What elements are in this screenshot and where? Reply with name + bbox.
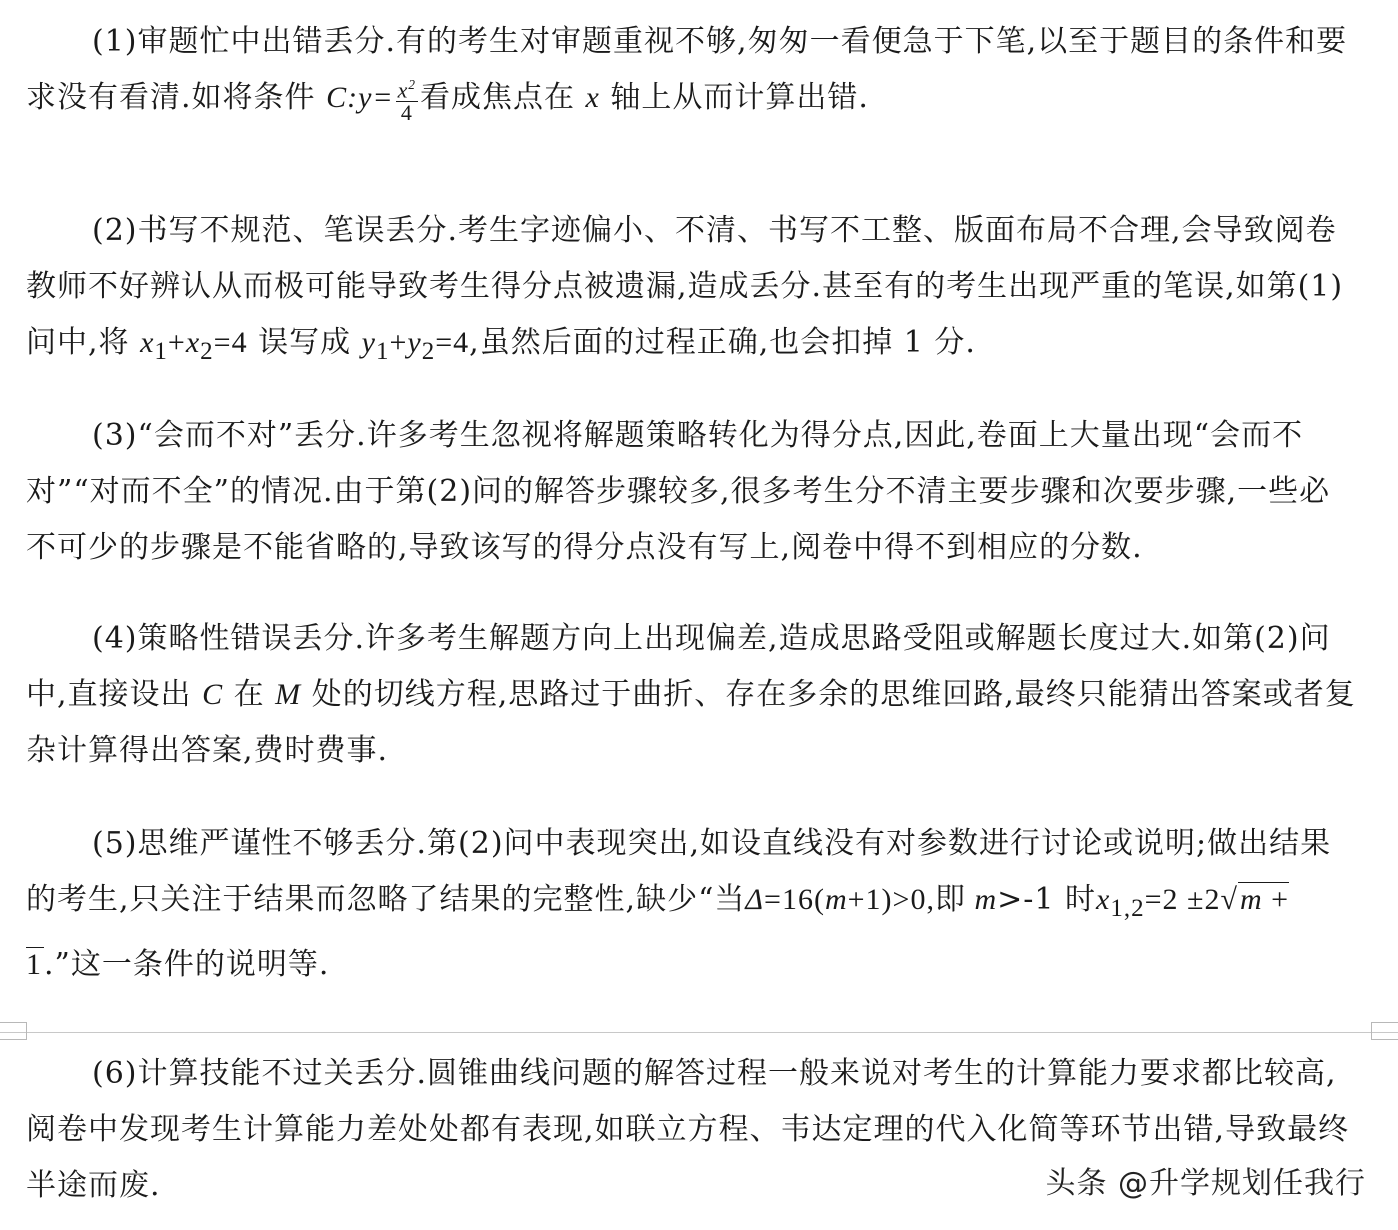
sub-2: 2 — [200, 338, 214, 365]
subscript-1-2: 1,2 — [1110, 895, 1145, 922]
delta-symbol: Δ — [745, 883, 765, 916]
paragraph-1 — [26, 14, 1356, 126]
fraction-denominator: 4 — [400, 100, 413, 126]
expr-x1-plus-x2 — [140, 326, 248, 365]
paragraph-5-text-b: =16( — [764, 883, 825, 916]
eq-2: =4 — [435, 326, 470, 359]
var-y1: y — [361, 326, 376, 359]
paragraph-2-text-b: 误写成 — [247, 325, 362, 360]
paragraph-6: (6)计算技能不过关丢分.圆锥曲线问题的解答过程一般来说对考生的计算能力要求都比较高,阅卷中发现考生计算能力差处处都有表现,如联立方程、韦达定理的代入化简等环节出错,导致最终半途而废. — [26, 1056, 1350, 1203]
paragraph-4-text-a: (4)策略性错误丢分.许多考生解题方向上出现偏差,造成思路受阻或解题长度过大.如第(2)问中,直接设出 — [26, 621, 1331, 712]
paragraph-5-text-c: +1)>0,即 — [847, 883, 975, 916]
radicand-m: m — [1239, 883, 1263, 916]
variable-m-2: m — [974, 883, 998, 916]
page-corner-right — [1371, 1022, 1398, 1040]
paragraph-2-text-c: ,虽然后面的过程正确,也会扣掉 1 分. — [469, 325, 976, 360]
paragraph-4-text-d: 处的切线方程,思路过于曲折、存在多余的思维回路,最终只能猜出答案或者复杂计算得出答案,费时费事. — [26, 677, 1356, 768]
sub-y-2: 2 — [421, 338, 436, 365]
paragraph-1-text-c: 轴上从而计算出错. — [599, 80, 869, 115]
paragraph-1-text-b: 看成焦点在 — [420, 80, 586, 115]
page-corner-left — [0, 1022, 27, 1040]
paragraph-5-text-e: =2 ±2 — [1144, 883, 1221, 916]
paragraph-3: (3)“会而不对”丢分.许多考生忽视将解题策略转化为得分点,因此,卷面上大量出现“会而不对”“对而不全”的情况.由于第(2)问的解答步骤较多,很多考生分不清主要步骤和次要步骤,一些必不可少的步骤是不能省略的,导致该写的得分点没有写上,阅卷中得不到相应的分数. — [26, 418, 1331, 565]
sub-1: 1 — [154, 338, 168, 365]
fraction-numerator: x — [397, 77, 409, 103]
paragraph-5-text-a: (5)思维严谨性不够丢分.第(2)问中表现突出,如设直线没有对参数进行讨论或说明;做出结果的考生,只关注于结果而忽略了结果的完整性,缺少“当 — [26, 826, 1332, 917]
variable-x-12: x — [1096, 883, 1111, 916]
fraction-exponent: 2 — [408, 76, 416, 92]
equation-c-y: C:y= — [326, 81, 394, 114]
sqrt-symbol: √ — [1220, 883, 1238, 916]
variable-x: x — [585, 81, 600, 114]
plus-2: + — [389, 326, 408, 359]
paragraph-2-text-a: (2)书写不规范、笔误丢分.考生字迹偏小、不清、书写不工整、版面布局不合理,会导致阅卷教师不好辨认从而极可能导致考生得分点被遗漏,造成丢分.甚至有的考生出现严重的笔误,如第(1)问中,将 — [26, 213, 1344, 360]
variable-m-1: m — [824, 883, 848, 916]
paragraph-5-text-f: .”这一条件的说明等. — [44, 947, 330, 982]
fraction-x2-over-4 — [396, 74, 418, 124]
paragraph-2 — [26, 203, 1356, 380]
plus-1: + — [167, 326, 186, 359]
paragraph-5 — [26, 816, 1356, 993]
var-x1: x — [140, 326, 155, 359]
variable-m: M — [275, 678, 302, 711]
eq-1: =4 — [213, 326, 248, 359]
paragraph-5-text-d: >-1 时 — [997, 882, 1097, 917]
var-x2: x — [185, 326, 201, 359]
sub-y-1: 1 — [375, 338, 390, 365]
paragraph-1-text-a: (1)审题忙中出错丢分.有的考生对审题重视不够,匆匆一看便急于下笔,以至于题目的条件和要求没有看清.如将条件 — [26, 24, 1348, 115]
variable-c: C — [202, 678, 224, 711]
watermark: 头条 @升学规划任我行 — [1045, 1166, 1366, 1201]
radicand-plus-one: + 1 — [26, 883, 1290, 981]
page-break-line — [0, 1032, 1398, 1033]
expr-y1-plus-y2 — [361, 326, 470, 365]
paragraph-4-text-b: 在 — [223, 677, 276, 712]
paragraph-4 — [26, 611, 1356, 779]
var-y2: y — [407, 326, 422, 359]
